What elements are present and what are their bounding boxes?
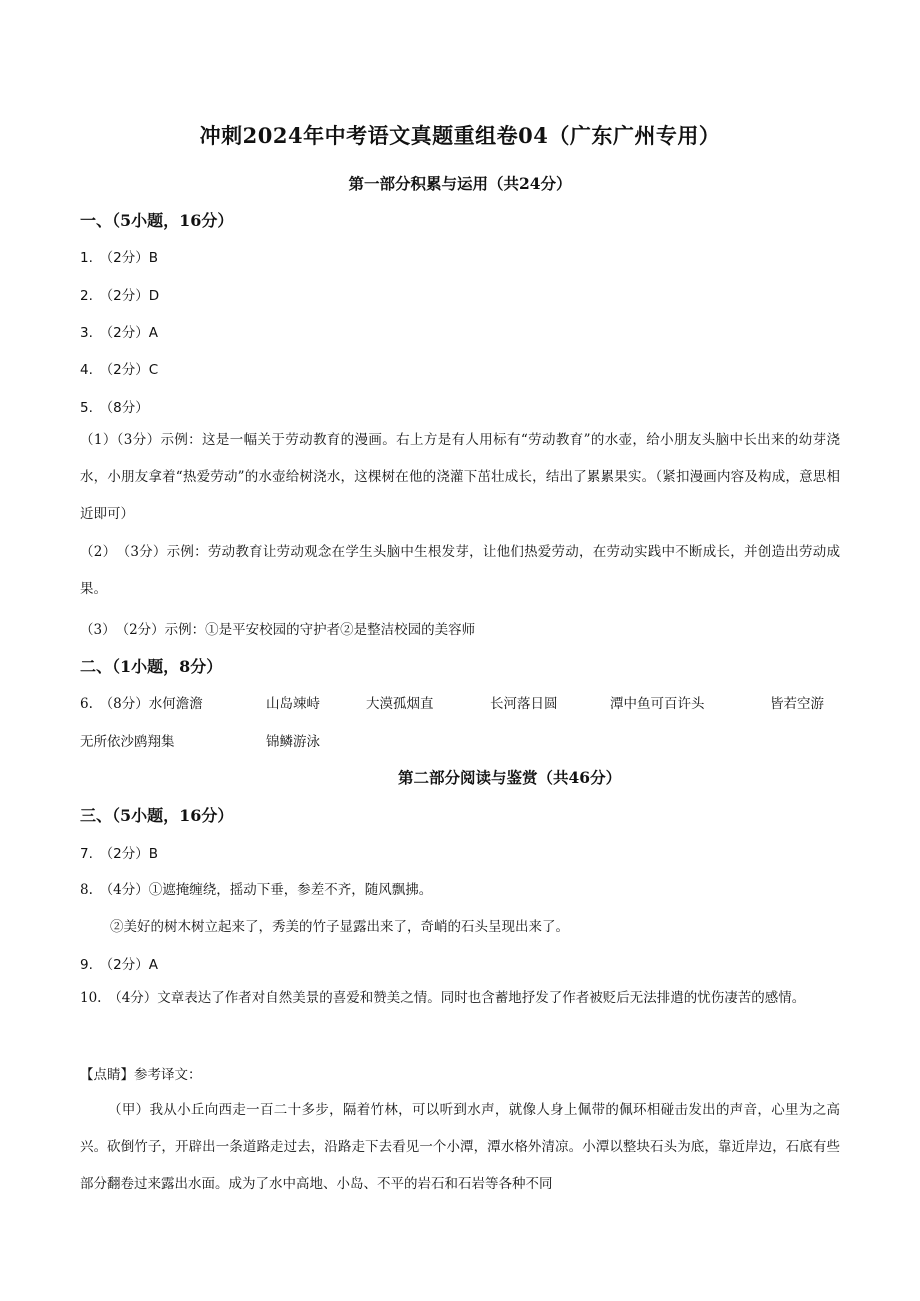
answer-q5-part3: （3） （2分）示例：①是平安校园的守护者②是整洁校园的美容师 <box>80 622 476 638</box>
section-one-heading: 一、（5小题，16分） <box>80 211 234 230</box>
answer-q8-second: ②美好的树木树立起来了，秀美的竹子显露出来了，奇峭的石头呈现出来了。 <box>110 919 569 935</box>
answer-q6-item: 山岛竦峙 <box>266 696 320 712</box>
answer-q10: 10. （4分）文章表达了作者对自然美景的喜爱和赞美之情。同时也含蓄地抒发了作者被贬后无法排遣的忧伤凄苦的感情。 <box>80 990 806 1006</box>
answer-q5-part1: （1）（3分）示例：这是一幅关于劳动教育的漫画。右上方是有人用标有“劳动教育”的水壶，给小朋友头脑中长出来的幼芽浇水，小朋友拿着“热爱劳动”的水壶给树浇水，这棵树在他的浇灌下茁壮成长，结出了累累果实。（紧扣漫画内容及构成，意思相近即可） <box>80 432 840 522</box>
answer-q8: 8. （4分）①遮掩缠绕，摇动下垂，参差不齐，随风飘拂。 <box>80 882 433 898</box>
answer-q6-item: 皆若空游 <box>770 696 824 712</box>
part-two-heading: 第二部分阅读与鉴赏（共46分） <box>398 768 622 787</box>
document-title: 冲刺2024年中考语文真题重组卷04（广东广州专用） <box>199 123 721 148</box>
answer-q6-item: 潭中鱼可百许头 <box>610 696 705 712</box>
answer-q9: 9. （2分）A <box>80 957 158 973</box>
answer-q3: 3. （2分）A <box>80 325 158 341</box>
answer-q7: 7. （2分）B <box>80 846 158 862</box>
section-three-heading: 三、（5小题，16分） <box>80 806 234 825</box>
section-two-heading: 二、（1小题，8分） <box>80 657 223 676</box>
translation-paragraph: （甲）我从小丘向西走一百二十多步，隔着竹林，可以听到水声，就像人身上佩带的佩环相碰击发出的声音，心里为之高兴。砍倒竹子，开辟出一条道路走过去，沿路走下去看见一个小潭，潭水格外清凉。小潭以整块石头为底，靠近岸边，石底有些部分翻卷过来露出水面。成为了水中高地、小岛、不平的岩石和石岩等各种不同 <box>80 1102 840 1192</box>
answer-q6-item: 长河落日圆 <box>490 696 558 712</box>
answer-q6-lead: 6. （8分）水何澹澹 <box>80 696 203 712</box>
answer-q2: 2. （2分）D <box>80 288 160 304</box>
answer-q1: 1. （2分）B <box>80 250 158 266</box>
answer-q6-item: 大漠孤烟直 <box>366 696 434 712</box>
answer-q6-item: 无所依沙鸥翔集 <box>80 734 175 750</box>
answer-q6-item: 锦鳞游泳 <box>266 734 320 750</box>
answer-q4: 4. （2分）C <box>80 362 159 378</box>
answer-q5: 5. （8分） <box>80 400 149 416</box>
part-one-heading: 第一部分积累与运用（共24分） <box>348 174 572 193</box>
tip-label: 【点睛】参考译文： <box>80 1067 202 1083</box>
answer-q5-part2: （2） （3分）示例：劳动教育让劳动观念在学生头脑中生根发芽，让他们热爱劳动，在劳动实践中不断成长，并创造出劳动成果。 <box>80 544 840 597</box>
